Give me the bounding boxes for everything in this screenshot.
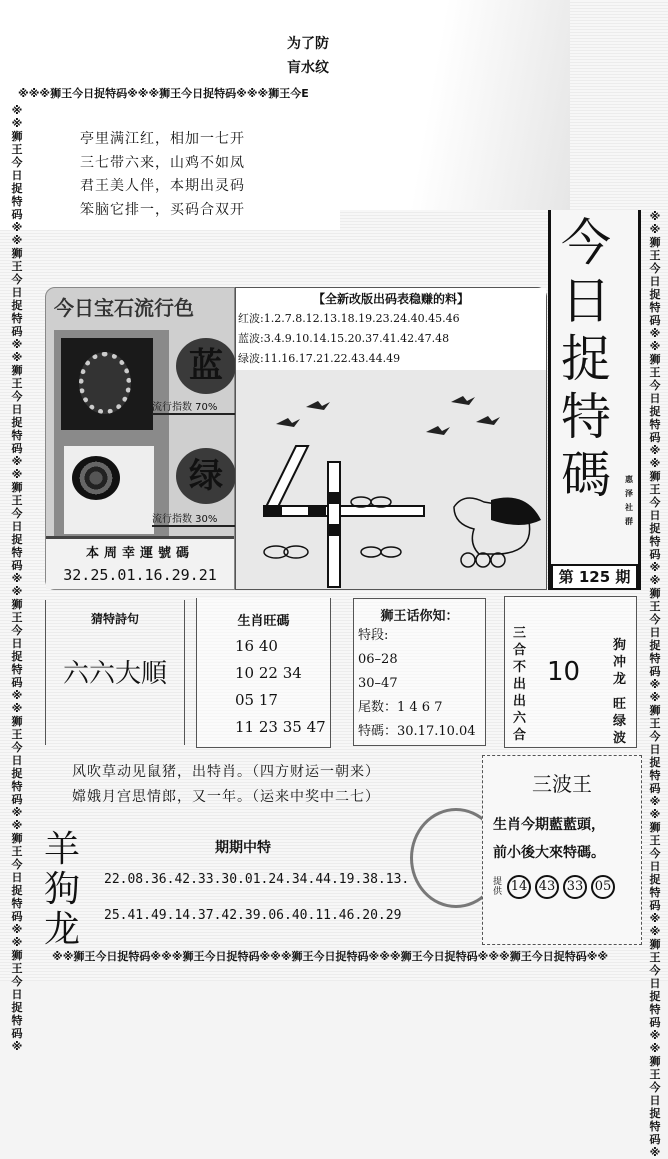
sanhe-char: 六 (513, 711, 527, 726)
bottom-banner: ※※狮王今日捉特码※※※狮王今日捉特码※※※狮王今日捉特码※※※狮王今日捉特码※※※狮王今日捉特码※※ (52, 950, 609, 963)
lion-lines (354, 624, 485, 744)
number-ball: 14 (507, 875, 531, 899)
title-box (548, 210, 641, 590)
zodiac-row: 16 40 (235, 637, 278, 655)
lion-line: 30–47 (358, 676, 398, 691)
notice-text (287, 32, 329, 80)
sanhe-left (513, 625, 526, 744)
lion-label: 狮王话你知： (380, 609, 459, 624)
riddle-label: 猜特詩句 (90, 612, 139, 626)
sanbo-line: 前小後大來特碼。 (493, 845, 605, 861)
blue-wave: 蓝波:3.4.9.10.14.15.20.37.41.42.47.48 (238, 332, 450, 345)
title-char: 捉 (561, 330, 611, 388)
lion-line: 特段: (358, 628, 389, 643)
sanhe-char: 冲 (612, 655, 626, 670)
big-zodiac (44, 830, 80, 950)
poem-line: 亭里满江红，相加一七开 (80, 131, 245, 147)
tail-shape (491, 498, 541, 526)
sanhe-char: 绿 (612, 714, 626, 729)
sanhe-char: 旺 (612, 697, 626, 712)
provide-label: 提供 (493, 877, 503, 897)
sanbo-title: 三波王 (532, 772, 592, 796)
title-char: 日 (561, 272, 611, 330)
lion-tips-box (353, 598, 486, 746)
qiqi-row-2: 25.41.49.14.37.42.39.06.40.11.46.20.29 (104, 908, 402, 923)
qiqi-label: 期期中特 (215, 840, 271, 856)
top-fade-area (340, 0, 570, 210)
gem-image-frame (54, 330, 169, 540)
color-badge-green: 绿 (176, 448, 236, 504)
title-chars (551, 214, 621, 504)
zodiac-box (196, 598, 331, 748)
publisher-char: 群 (625, 516, 633, 526)
sanhe-box (504, 596, 637, 748)
verse-line: 风吹草动见鼠猪，出特肖。（四方财运一朝来） (72, 764, 380, 780)
right-border-strip: ※※狮王今日捉特码※※狮王今日捉特码※※狮王今日捉特码※※狮王今日捉特码※※狮王今日捉特码※※狮王今日捉特码※※狮王今日捉特码※※狮王今日捉特码※ (649, 210, 661, 1159)
publisher (625, 472, 633, 528)
sanbo-line: 生肖今期藍藍頭， (493, 817, 605, 833)
zodiac-row: 10 22 34 (235, 664, 302, 682)
notice-line: 肓水纹 (287, 60, 329, 76)
zodiac-label: 生肖旺碼 (237, 614, 290, 629)
left-border-strip: ※※狮王今日捉特码※※狮王今日捉特码※※狮王今日捉特码※※狮王今日捉特码※※狮王今日捉特码※※狮王今日捉特码※※狮王今日捉特码※※狮王今日捉特码※ (11, 104, 23, 1053)
sanhe-char: 出 (513, 677, 527, 692)
number-ball: 33 (563, 875, 587, 899)
zodiac-row: 05 17 (235, 691, 278, 709)
popularity-index-green: 流行指数 30% (152, 510, 242, 527)
lion-line: 特碼：30.17.10.04 (358, 724, 476, 739)
sanhe-number: 10 (547, 657, 581, 687)
number-ball: 05 (591, 875, 615, 899)
title-char: 特 (561, 388, 611, 446)
sanhe-char: 出 (513, 694, 527, 709)
zodiac-char: 狗 (44, 869, 81, 910)
gem-brooch-image (61, 338, 153, 430)
lion-line: 06–28 (358, 652, 398, 667)
four-illustration (236, 372, 546, 590)
poem-line: 笨脑它排一，买码合双开 (80, 201, 245, 218)
gem-title: 今日宝石流行色 (54, 296, 194, 320)
wave-panel (235, 287, 547, 590)
publisher-char: 社 (625, 502, 633, 512)
gem-ring-image (64, 446, 154, 534)
poem-line: 三七带六来，山鸡不如凤 (80, 154, 245, 171)
gem-color-panel (45, 287, 235, 590)
qiqi-row-1: 22.08.36.42.33.30.01.24.34.44.19.38.13. (104, 872, 410, 887)
number-ball: 43 (535, 875, 559, 899)
riddle-text: 六六大順 (62, 659, 167, 689)
top-banner: ※※※狮王今日捉特码※※※狮王今日捉特码※※※狮王今E (18, 87, 309, 100)
sanbo-balls (483, 875, 641, 899)
sanhe-char: 狗 (612, 638, 626, 653)
wave-heading: 【全新改版出码表稳赚的料】 (312, 292, 469, 306)
title-char: 碼 (561, 446, 611, 504)
sanhe-char: 龙 (612, 672, 626, 687)
title-char: 今 (561, 214, 611, 272)
green-wave: 绿波:11.16.17.21.22.43.44.49 (238, 352, 401, 365)
popularity-index-blue: 流行指数 70% (152, 398, 242, 415)
bird-icons (276, 396, 500, 435)
publisher-char: 惠 (625, 474, 633, 484)
wave-lists (238, 309, 544, 369)
notice-line: 为了防 (287, 36, 329, 52)
sanhe-char: 合 (513, 728, 527, 743)
sanhe-char: 不 (513, 660, 527, 675)
sanbo-lines (483, 811, 641, 867)
sanhe-right (613, 637, 626, 747)
riddle-box (45, 600, 185, 745)
zodiac-row: 11 23 35 47 (235, 718, 326, 736)
verses (72, 760, 380, 810)
issue-number: 第 125 期 (551, 564, 638, 590)
publisher-char: 泽 (625, 488, 633, 498)
lion-line: 尾数：1 4 6 7 (358, 700, 443, 715)
zodiac-char: 龙 (44, 909, 81, 950)
lucky-label: 本周幸運號碼 (85, 546, 194, 561)
sanhe-char: 波 (612, 731, 626, 746)
zodiac-char: 羊 (44, 829, 81, 870)
sanbo-box (482, 755, 642, 945)
verse-line: 嫦娥月宫思情郎，又一年。（运来中奖中二七） (72, 789, 380, 805)
color-badge-blue: 蓝 (176, 338, 236, 394)
lucky-numbers-section (46, 536, 234, 589)
red-wave: 红波:1.2.7.8.12.13.18.19.23.24.40.45.46 (238, 312, 460, 325)
poem-line: 君王美人伴，本期出灵码 (80, 178, 245, 194)
sanhe-char: 三 (513, 626, 527, 641)
poem (80, 128, 245, 222)
zodiac-rows (197, 633, 330, 741)
sanhe-char: 合 (513, 643, 527, 658)
lucky-numbers: 32.25.01.16.29.21 (63, 566, 217, 584)
